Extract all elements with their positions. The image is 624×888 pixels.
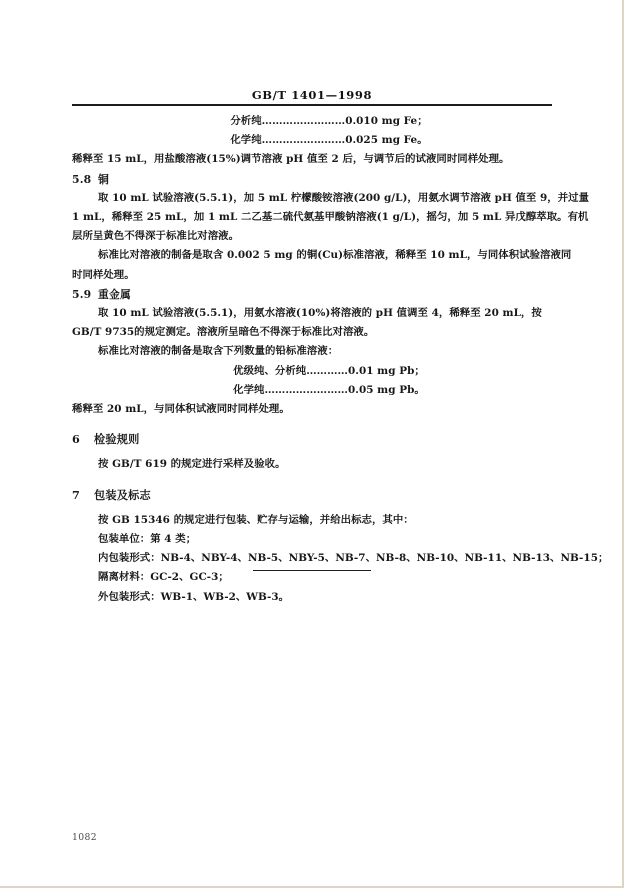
clause-5-8-para1-line1: 取 10 mL 试验溶液(5.5.1)，加 5 mL 柠檬酸铵溶液(200 g/L)，用氨水调节溶液 pH 值至 9，并过量 bbox=[98, 191, 590, 204]
clause-5-8-number: 5.8 bbox=[72, 172, 92, 186]
clause-6-para1: 按 GB/T 619 的规定进行采样及验收。 bbox=[98, 458, 286, 471]
clause-5-8-para1-line3: 层所呈黄色不得深于标准比对溶液。 bbox=[72, 230, 240, 243]
clause-5-9-number: 5.9 bbox=[72, 287, 92, 301]
clause-6-number: 6 bbox=[72, 432, 80, 447]
clause-5-9-para1-line2: GB/T 9735的规定测定。溶液所呈暗色不得深于标准比对溶液。 bbox=[72, 326, 375, 339]
inner-packaging-line: 内包装形式：NB-4、NBY-4、NB-5、NBY-5、NB-7、NB-8、NB-10、NB-11、NB-13、NB-15； bbox=[98, 552, 609, 565]
clause-7-heading bbox=[72, 486, 552, 505]
clause-5-9-heading bbox=[72, 285, 552, 304]
spacer-before-clause-7 bbox=[72, 475, 552, 486]
clause-5-8-para2-line2: 时同样处理。 bbox=[72, 268, 135, 281]
running-header bbox=[72, 84, 552, 103]
lead-dilution-instruction: 稀释至 20 mL，与同体积试液同时同样处理。 bbox=[72, 403, 290, 416]
clause-5-9-title: 重金属 bbox=[98, 287, 131, 301]
end-of-section-divider-wrap bbox=[72, 560, 552, 579]
standard-number: GB/T 1401—1998 bbox=[251, 88, 373, 102]
spacer-before-clause-6 bbox=[72, 419, 552, 430]
lead-spec-chemical-grade: 化学纯……………………0.05 mg Pb。 bbox=[233, 383, 425, 396]
page-number: 1082 bbox=[72, 832, 97, 843]
clause-6-heading bbox=[72, 430, 552, 449]
clause-7-number: 7 bbox=[72, 487, 80, 502]
end-of-section-divider bbox=[253, 570, 371, 572]
iron-spec-chemical-grade: 化学纯……………………0.025 mg Fe。 bbox=[230, 134, 428, 147]
clause-5-9-para1-line1: 取 10 mL 试验溶液(5.5.1)，用氨水溶液(10%)将溶液的 pH 值调至 4，稀释至 20 mL，按 bbox=[98, 307, 542, 320]
isolation-material-line: 隔离材料：GC-2、GC-3； bbox=[98, 571, 229, 584]
clause-7-para1: 按 GB 15346 的规定进行包装、贮存与运输，并给出标志，其中： bbox=[98, 513, 414, 526]
clause-5-8-para1-line2: 1 mL，稀释至 25 mL，加 1 mL 二乙基二硫代氨基甲酸钠溶液(1 g/L)，摇匀，加 5 mL 异戊醇萃取。有机 bbox=[72, 211, 589, 224]
iron-spec-analytical-grade: 分析纯……………………0.010 mg Fe； bbox=[230, 115, 428, 127]
lead-spec-superior-and-analytical-grade: 优级纯、分析纯…………0.01 mg Pb； bbox=[233, 364, 425, 377]
clause-6-title: 检验规则 bbox=[94, 432, 140, 447]
outer-packaging-line: 外包装形式：WB-1、WB-2、WB-3。 bbox=[98, 590, 290, 603]
clause-7-title: 包装及标志 bbox=[94, 487, 151, 502]
header-divider bbox=[72, 104, 552, 106]
clause-5-8-title: 铜 bbox=[98, 172, 109, 186]
clause-5-8-para2-line1: 标准比对溶液的制备是取含 0.002 5 mg 的铜(Cu)标准溶液，稀释至 10 mL，与同体积试验溶液同 bbox=[98, 249, 572, 262]
packaging-unit-line: 包装单位：第 4 类； bbox=[98, 533, 197, 546]
clause-5-9-para2-line1: 标准比对溶液的制备是取含下列数量的铅标准溶液： bbox=[98, 345, 339, 358]
body-text-column bbox=[72, 112, 609, 607]
iron-dilution-instruction: 稀释至 15 mL，用盐酸溶液(15%)调节溶液 pH 值至 2 后，与调节后的试液同时同样处理。 bbox=[72, 153, 510, 166]
clause-5-8-heading bbox=[72, 170, 552, 189]
